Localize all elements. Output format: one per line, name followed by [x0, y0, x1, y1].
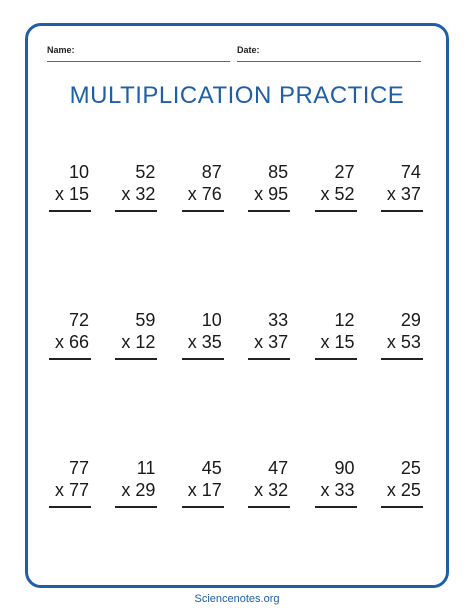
date-underline: [237, 61, 421, 62]
multiplier: x 77: [54, 480, 89, 500]
multiplier: x 52: [320, 184, 355, 204]
multiplier: x 66: [54, 332, 89, 352]
problem-11: [313, 310, 357, 380]
name-field[interactable]: [47, 44, 230, 62]
multiplicand: 12: [334, 310, 355, 330]
multiplicand: 10: [68, 162, 89, 182]
problem-10: [246, 310, 290, 380]
multiplicand: 87: [201, 162, 222, 182]
multiplier: x 15: [54, 184, 89, 204]
date-field[interactable]: [237, 44, 421, 62]
problem-18: [379, 458, 423, 528]
multiplier: x 53: [386, 332, 421, 352]
problem-7: [47, 310, 91, 380]
answer-line: [49, 506, 91, 508]
worksheet-title: MULTIPLICATION PRACTICE: [69, 82, 405, 109]
multiplicand: 90: [334, 458, 355, 478]
multiplicand: 74: [400, 162, 421, 182]
answer-line: [115, 358, 157, 360]
multiplier: x 37: [386, 184, 421, 204]
answer-line: [49, 210, 91, 212]
multiplicand: 11: [136, 458, 156, 478]
answer-line: [381, 506, 423, 508]
footer-site: Sciencenotes.org: [194, 593, 280, 605]
multiplier: x 12: [121, 332, 156, 352]
problem-5: [313, 162, 357, 232]
problem-6: [379, 162, 423, 232]
problem-grid: [47, 162, 437, 528]
multiplier: x 37: [254, 332, 289, 352]
problem-12: [379, 310, 423, 380]
name-label: Name:: [47, 45, 75, 55]
answer-line: [182, 506, 224, 508]
multiplier: x 33: [320, 480, 355, 500]
answer-line: [248, 506, 290, 508]
problem-1: [47, 162, 91, 232]
problem-3: [180, 162, 224, 232]
multiplier: x 95: [254, 184, 289, 204]
answer-line: [115, 506, 157, 508]
multiplicand: 45: [201, 458, 222, 478]
problem-2: [113, 162, 157, 232]
multiplicand: 85: [268, 162, 289, 182]
answer-line: [248, 358, 290, 360]
problem-8: [113, 310, 157, 380]
multiplicand: 47: [268, 458, 289, 478]
answer-line: [381, 210, 423, 212]
multiplier: x 32: [254, 480, 289, 500]
multiplier: x 32: [121, 184, 156, 204]
problem-16: [246, 458, 290, 528]
answer-line: [182, 210, 224, 212]
multiplicand: 27: [334, 162, 355, 182]
multiplier: x 15: [320, 332, 355, 352]
multiplicand: 77: [68, 458, 89, 478]
multiplicand: 33: [268, 310, 289, 330]
answer-line: [315, 506, 357, 508]
multiplicand: 29: [400, 310, 421, 330]
answer-line: [49, 358, 91, 360]
answer-line: [248, 210, 290, 212]
date-label: Date:: [237, 45, 260, 55]
answer-line: [115, 210, 157, 212]
multiplier: x 17: [187, 480, 222, 500]
problem-13: [47, 458, 91, 528]
answer-line: [182, 358, 224, 360]
name-underline: [47, 61, 230, 62]
answer-line: [315, 358, 357, 360]
problem-4: [246, 162, 290, 232]
multiplicand: 25: [400, 458, 421, 478]
problem-14: [113, 458, 157, 528]
answer-line: [381, 358, 423, 360]
problem-15: [180, 458, 224, 528]
multiplicand: 59: [135, 310, 156, 330]
multiplier: x 29: [121, 480, 156, 500]
multiplicand: 72: [68, 310, 89, 330]
problem-9: [180, 310, 224, 380]
multiplicand: 10: [201, 310, 222, 330]
multiplier: x 25: [386, 480, 421, 500]
problem-17: [313, 458, 357, 528]
answer-line: [315, 210, 357, 212]
multiplier: x 35: [187, 332, 222, 352]
multiplicand: 52: [135, 162, 156, 182]
multiplier: x 76: [187, 184, 222, 204]
